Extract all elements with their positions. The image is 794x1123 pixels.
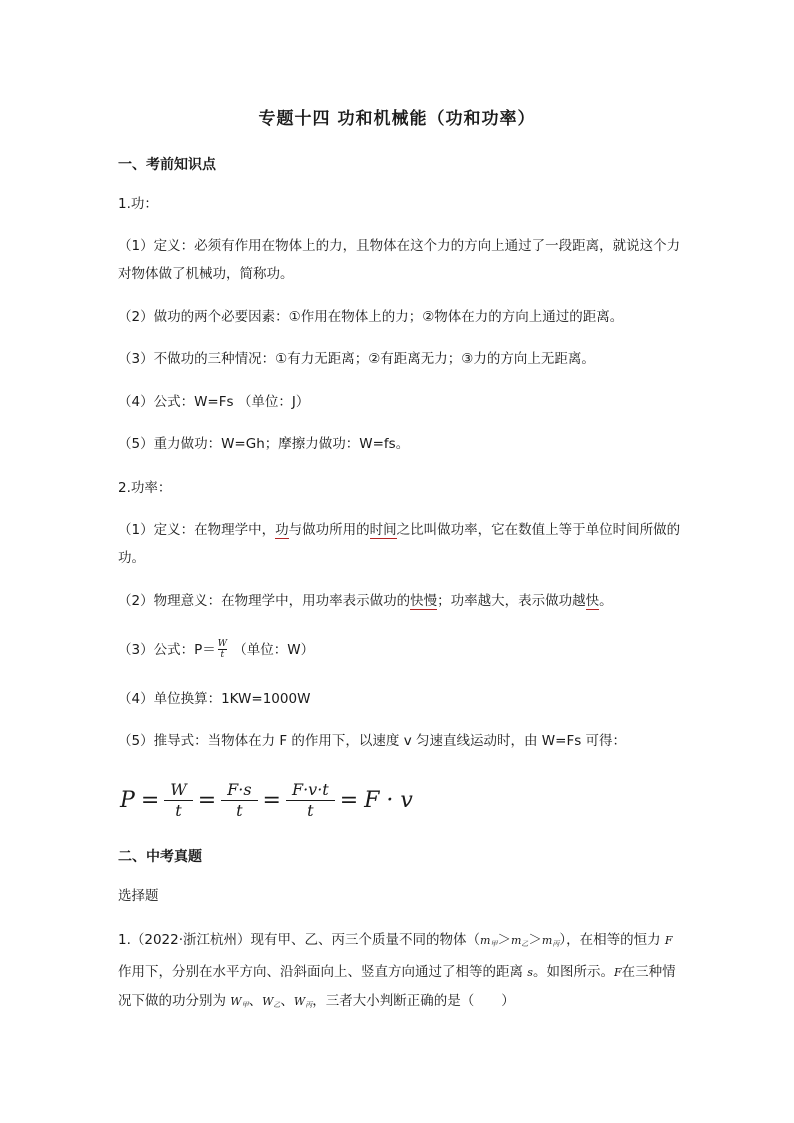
formula-numerator: W (217, 639, 227, 649)
subsection-multiple-choice: 选择题 (118, 888, 159, 904)
work-label: 1.功： (118, 196, 158, 212)
q1-work-yi: $W_乙$ (262, 995, 281, 1009)
q1-work-bing: $W_丙$ (293, 995, 313, 1009)
q1-gt-1: ＞ (497, 932, 511, 948)
page-title: 专题十四 功和机械能（功和功率） (258, 109, 536, 129)
eq-fraction-3 (289, 780, 332, 821)
eq-sign-3: = (262, 787, 281, 813)
def-underlined-time: 时间 (369, 522, 397, 538)
q1-sep-2: 、 (280, 993, 294, 1009)
q1-sep-1: 、 (248, 993, 263, 1009)
eq-f3-num: F·v·t (291, 779, 329, 799)
formula-prefix: （3）公式：P＝ (118, 642, 216, 658)
power-label: 2.功率： (118, 480, 172, 496)
derivation-equation (120, 770, 413, 830)
q1-mass-yi: $m_乙$ (510, 934, 529, 948)
q1-text-d: 。如图所示。 (532, 964, 614, 980)
def-underlined-work: 功 (275, 522, 289, 538)
work-no-work-cases: （3）不做功的三种情况：①有力无距离；②有距离无力；③力的方向上无距离。 (118, 351, 595, 367)
work-gravity-friction: （5）重力做功：W=Gh；摩擦力做功：W=fs。 (118, 436, 410, 452)
def-text-a: （1）定义：在物理学中， (118, 522, 276, 538)
section-heading-knowledge: 一、考前知识点 (118, 157, 216, 173)
unit-conversion: （4）单位换算：1KW=1000W (118, 691, 311, 707)
power-definition (118, 516, 684, 572)
derivation-text: （5）推导式：当物体在力 F 的作用下，以速度 v 匀速直线运动时，由 W=Fs 可得： (118, 733, 627, 749)
def-text-b: 与做功所用的 (288, 522, 370, 538)
power-formula (118, 636, 684, 664)
q1-work-jia: $W_甲$ (230, 995, 249, 1009)
q1-force-f-2: F (613, 966, 622, 979)
q1-text-a: 1.（2022·浙江杭州）现有甲、乙、丙三个质量不同的物体（ (118, 932, 481, 948)
eq-sign-2: = (197, 787, 217, 813)
q1-force-f: F (664, 934, 673, 947)
meaning-underlined-fast: 快 (585, 593, 600, 609)
eq-f1-num: W (170, 779, 187, 799)
eq-fraction-2 (224, 780, 254, 821)
meaning-text-a: （2）物理意义：在物理学中，用功率表示做功的 (118, 593, 411, 609)
eq-fraction-1 (167, 780, 189, 821)
formula-suffix: （单位：W） (229, 642, 315, 658)
eq-lhs: P (120, 787, 135, 813)
power-meaning (118, 587, 684, 615)
question-1 (118, 926, 684, 1019)
meaning-underlined-speed: 快慢 (410, 593, 438, 609)
q1-mass-jia: $m_甲$ (480, 934, 498, 948)
q1-mass-bing: $m_丙$ (541, 934, 560, 948)
section-heading-exam: 二、中考真题 (118, 849, 202, 865)
q1-gt-2: ＞ (528, 932, 542, 948)
eq-rhs: F · v (364, 787, 413, 813)
work-definition: （1）定义：必须有作用在物体上的力，且物体在这个力的方向上通过了一段距离，就说这个力对物体做了机械功，简称功。 (118, 238, 681, 282)
work-formula: （4）公式：W=Fs （单位：J） (118, 394, 310, 410)
q1-text-f: ，三者大小判断正确的是（ ） (312, 993, 515, 1009)
eq-f2-den: t (221, 800, 257, 821)
formula-denominator: t (218, 649, 227, 660)
eq-sign-1: = (140, 787, 160, 813)
eq-sign-4: = (339, 787, 359, 813)
meaning-text-b: ；功率越大，表示做功越 (437, 593, 586, 609)
def-text-c: 之比叫做功率，它在数值上等于单位时间所做的功。 (118, 522, 681, 566)
eq-f3-den: t (286, 800, 335, 821)
q1-distance-s: s (527, 966, 533, 979)
q1-text-c: 作用下，分别在水平方向、沿斜面向上、竖直方向通过了相等的距离 (118, 964, 528, 980)
eq-f2-num: F·s (227, 779, 252, 799)
q1-text-b: ），在相等的恒力 (559, 932, 665, 948)
work-factors: （2）做功的两个必要因素：①作用在物体上的力；②物体在力的方向上通过的距离。 (118, 309, 624, 325)
q1-text-e: 在三种情况下做的功分别为 (118, 964, 676, 1009)
eq-f1-den: t (164, 800, 192, 821)
formula-fraction (218, 640, 227, 660)
meaning-text-c: 。 (599, 593, 613, 609)
